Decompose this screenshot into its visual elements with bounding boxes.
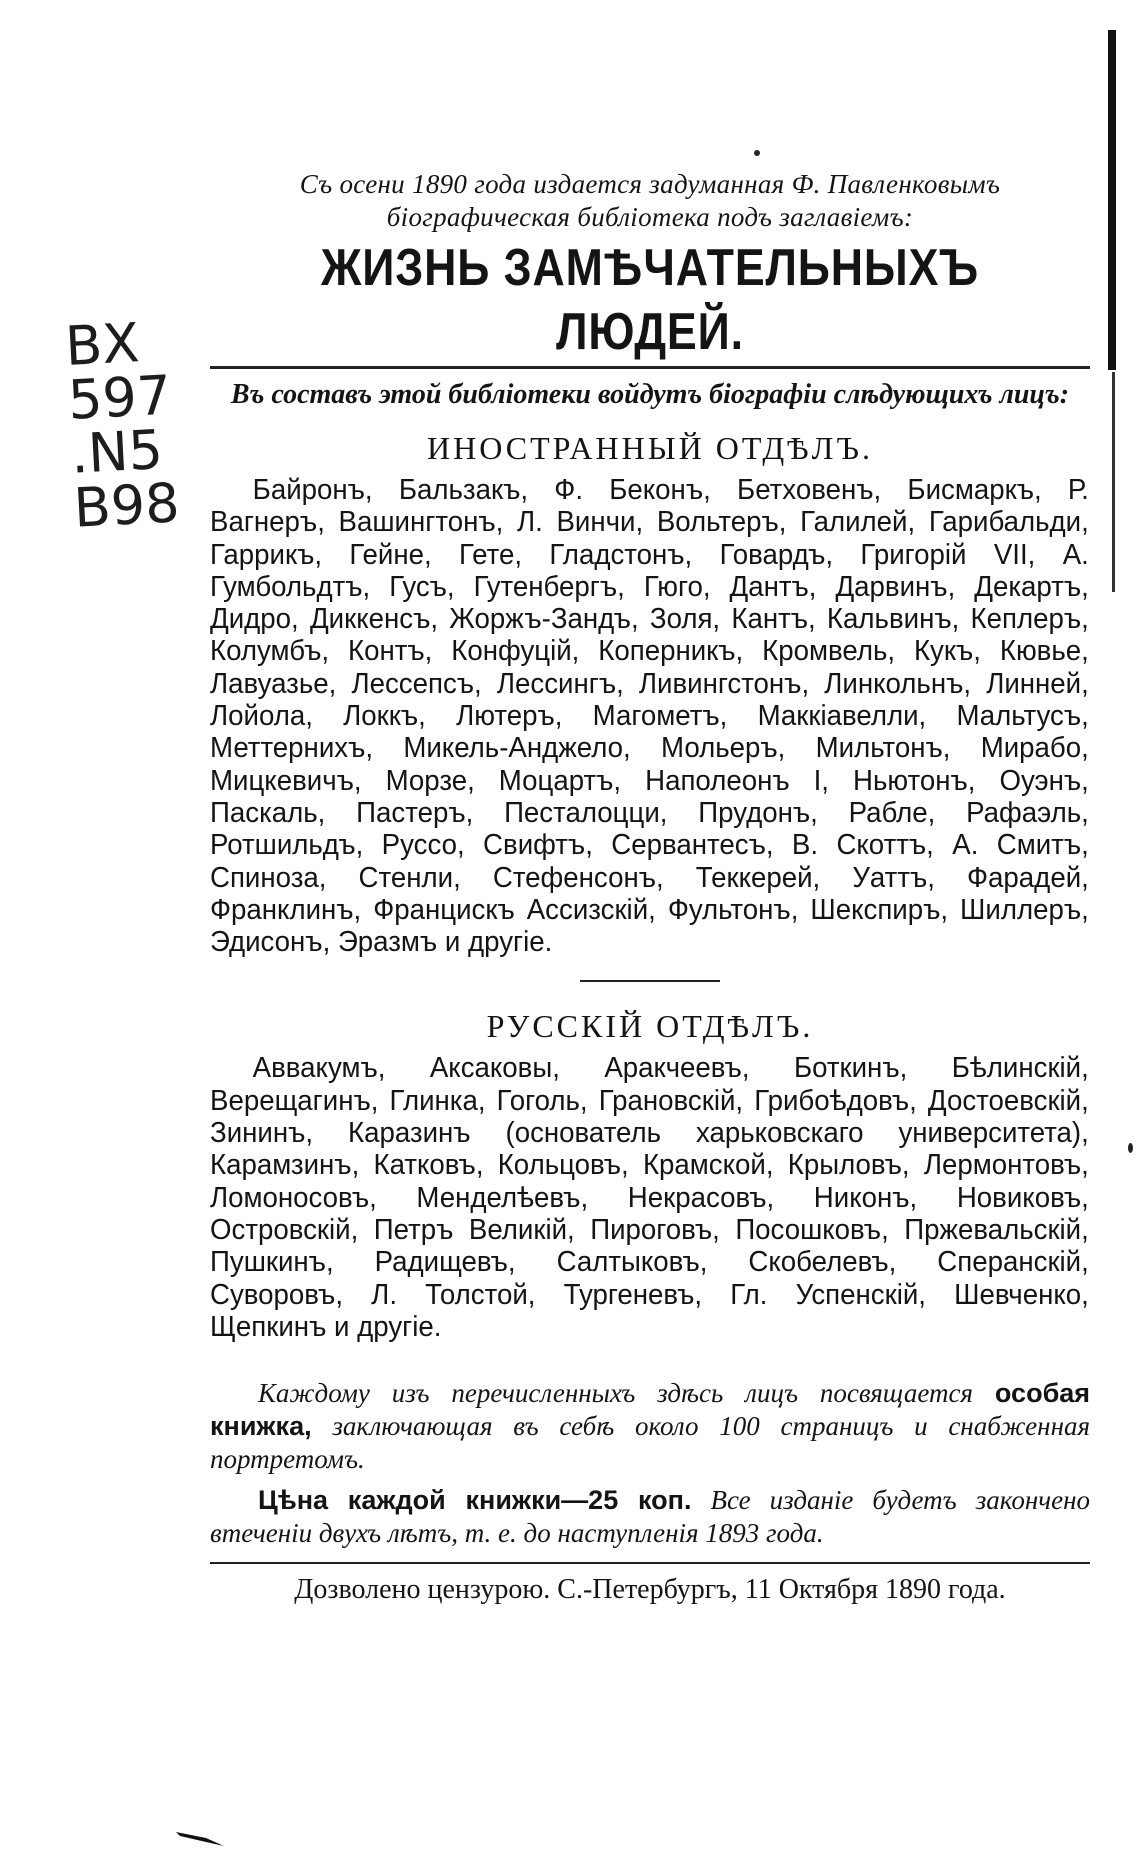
- intro-line-2: біографическая библіотека подъ заглавіемъ:: [386, 202, 914, 232]
- call-number-line: .N5: [69, 418, 165, 486]
- russian-section-heading: РУССКІЙ ОТДѢЛЪ.: [486, 1008, 814, 1045]
- russian-names-list: Аввакумъ, Аксаковы, Аракчеевъ, Боткинъ, Бѣлинскій, Верещагинъ, Глинка, Гоголь, Грановскій, Грибоѣдовъ, Достоевскій, Зининъ, Каразинъ (основатель харьковскаго университета), Карамзинъ, Катковъ, Кольцовъ, Крамской, Крыловъ, Лермонтовъ, Ломоносовъ, Менделѣевъ, Некрасовъ, Никонъ, Новиковъ, Островскій, Петръ Великій, Пироговъ, Посошковъ, Пржевальскій, Пушкинъ, Радищевъ, Салтыковъ, Скобелевъ, Сперанскій, Суворовъ, Л. Толстой, Тургеневъ, Гл. Успенскій, Шевченко, Щепкинъ и другіе.: [210, 1052, 1089, 1343]
- title-rule: [210, 366, 1090, 369]
- notice-paragraph: [210, 1377, 1090, 1476]
- intro-line-1: Съ осени 1890 года издается задуманная Ф. Павленковымъ: [299, 169, 1001, 199]
- page-title: ЖИЗНЬ ЗАМѢЧАТЕЛЬНЫХЪ ЛЮДЕЙ.: [320, 239, 980, 361]
- footer-rule: [210, 1562, 1090, 1564]
- call-number-line: B98: [72, 471, 182, 540]
- lead-paragraph: Въ составъ этой библіотеки войдутъ біографіи слѣдующихъ лицъ:: [230, 379, 1070, 410]
- notice-text-1: Каждому изъ перечисленныхъ здѣсь лицъ посвящается: [258, 1378, 973, 1409]
- notice-text-2: заключающая въ себѣ около 100 страницъ и снабженная портретомъ.: [210, 1411, 1091, 1475]
- call-number-line: BX: [63, 311, 141, 378]
- intro-text: [210, 168, 1090, 234]
- ink-speck: [1128, 1143, 1133, 1153]
- call-number-line: 597: [66, 363, 173, 432]
- section-divider: [580, 980, 720, 982]
- price-text: Все изданіе будетъ закончено втеченіи двухъ лѣтъ, т. е. до наступленія 1893 года.: [210, 1485, 1091, 1549]
- page-edge-shadow: [1108, 30, 1116, 370]
- price-paragraph: [210, 1484, 1090, 1550]
- pointing-hand-icon: [176, 1830, 226, 1850]
- ink-speck: [754, 150, 760, 156]
- price-bold: Цѣна каждой книжки—25 коп.: [258, 1485, 692, 1516]
- page-column: [210, 168, 1090, 1608]
- foreign-section-heading: ИНОСТРАННЫЙ ОТДѢЛЪ.: [427, 430, 873, 466]
- handwritten-call-number: [63, 311, 225, 540]
- foreign-names-list: Байронъ, Бальзакъ, Ф. Беконъ, Бетховенъ, Бисмаркъ, Р. Вагнеръ, Вашингтонъ, Л. Винчи, Вольтеръ, Галилей, Гарибальди, Гаррикъ, Гейне, Гете, Гладстонъ, Говардъ, Григорій VII, А. Гумбольдтъ, Гусъ, Гутенбергъ, Гюго, Дантъ, Дарвинъ, Декартъ, Дидро, Диккенсъ, Жоржъ-Зандъ, Золя, Кантъ, Кальвинъ, Кеплеръ, Колумбъ, Контъ, Конфуцій, Коперникъ, Кромвель, Кукъ, Кювье, Лавуазье, Лессепсъ, Лессингъ, Ливингстонъ, Линкольнъ, Линней, Лойола, Локкъ, Лютеръ, Магометъ, Маккіавелли, Мальтусъ, Меттернихъ, Микель-Анджело, Мольеръ, Мильтонъ, Мирабо, Мицкевичъ, Морзе, Моцартъ, Наполеонъ I, Ньютонъ, Оуэнъ, Паскаль, Пастеръ, Песталоцци, Прудонъ, Рабле, Рафаэль, Ротшильдъ, Руссо, Свифтъ, Сервантесъ, В. Скоттъ, А. Смитъ, Спиноза, Стенли, Стефенсонъ, Теккерей, Уаттъ, Фарадей, Франклинъ, Францискъ Ассизскій, Фультонъ, Шекспиръ, Шиллеръ, Эдисонъ, Эразмъ и другіе.: [210, 474, 1089, 959]
- censorship-line: Дозволено цензурою. С.-Петербургъ, 11 Октября 1890 года.: [294, 1574, 1006, 1606]
- notice-bold: особая книжка,: [210, 1378, 1091, 1442]
